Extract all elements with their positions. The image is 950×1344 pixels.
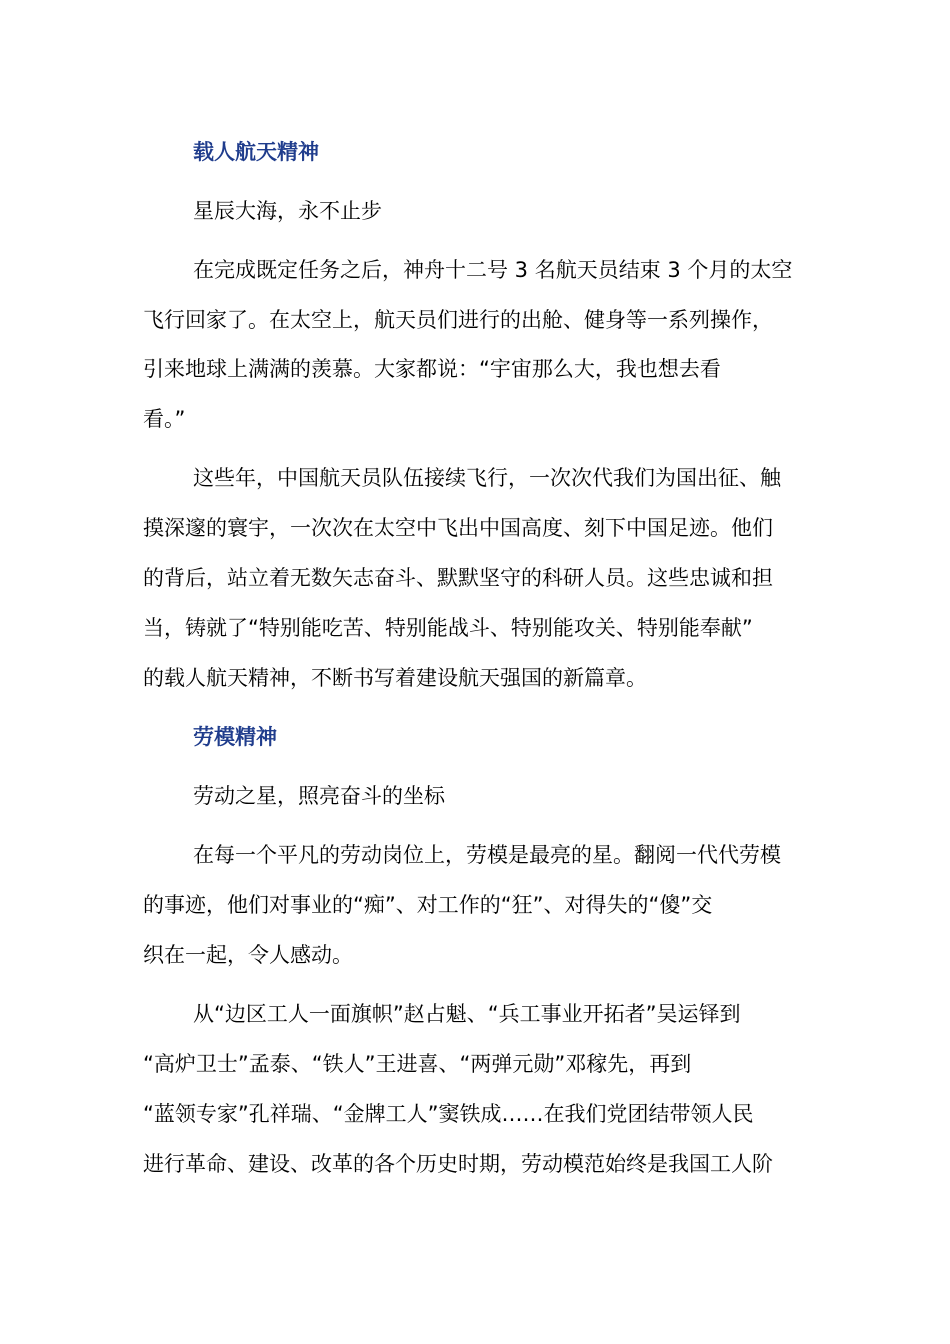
section-subtitle: 星辰大海，永不止步 xyxy=(193,199,382,223)
paragraph-line: “高炉卫士”孟泰、“铁人”王进喜、“两弹元勋”邓稼先，再到 xyxy=(143,1052,692,1076)
paragraph-line: 进行革命、建设、改革的各个历史时期，劳动模范始终是我国工人阶 xyxy=(143,1152,773,1176)
paragraph-line: 当，铸就了“特别能吃苦、特别能战斗、特别能攻关、特别能奉献” xyxy=(143,616,753,640)
section-heading: 载人航天精神 xyxy=(193,140,319,164)
paragraph-line: 的载人航天精神，不断书写着建设航天强国的新篇章。 xyxy=(143,666,647,690)
paragraph-line: 从“边区工人一面旗帜”赵占魁、“兵工事业开拓者”吴运铎到 xyxy=(193,1002,741,1026)
paragraph-line: 织在一起，令人感动。 xyxy=(143,943,353,967)
paragraph-line: 在每一个平凡的劳动岗位上，劳模是最亮的星。翻阅一代代劳模 xyxy=(193,843,781,867)
section-heading: 劳模精神 xyxy=(193,725,277,749)
paragraph-line: 的事迹，他们对事业的“痴”、对工作的“狂”、对得失的“傻”交 xyxy=(143,893,713,917)
section-subtitle: 劳动之星，照亮奋斗的坐标 xyxy=(193,784,445,808)
paragraph-line: “蓝领专家”孔祥瑞、“金牌工人”窦铁成……在我们党团结带领人民 xyxy=(143,1102,754,1126)
paragraph-line: 引来地球上满满的羡慕。大家都说：“宇宙那么大，我也想去看 xyxy=(143,357,721,381)
paragraph-line: 在完成既定任务之后，神舟十二号 3 名航天员结束 3 个月的太空 xyxy=(193,258,793,282)
paragraph-line: 摸深邃的寰宇，一次次在太空中飞出中国高度、刻下中国足迹。他们 xyxy=(143,516,773,540)
paragraph-line: 的背后，站立着无数矢志奋斗、默默坚守的科研人员。这些忠诚和担 xyxy=(143,566,773,590)
paragraph-line: 飞行回家了。在太空上，航天员们进行的出舱、健身等一系列操作， xyxy=(143,308,773,332)
paragraph-line: 看。” xyxy=(143,407,186,431)
paragraph-line: 这些年，中国航天员队伍接续飞行，一次次代我们为国出征、触 xyxy=(193,466,781,490)
